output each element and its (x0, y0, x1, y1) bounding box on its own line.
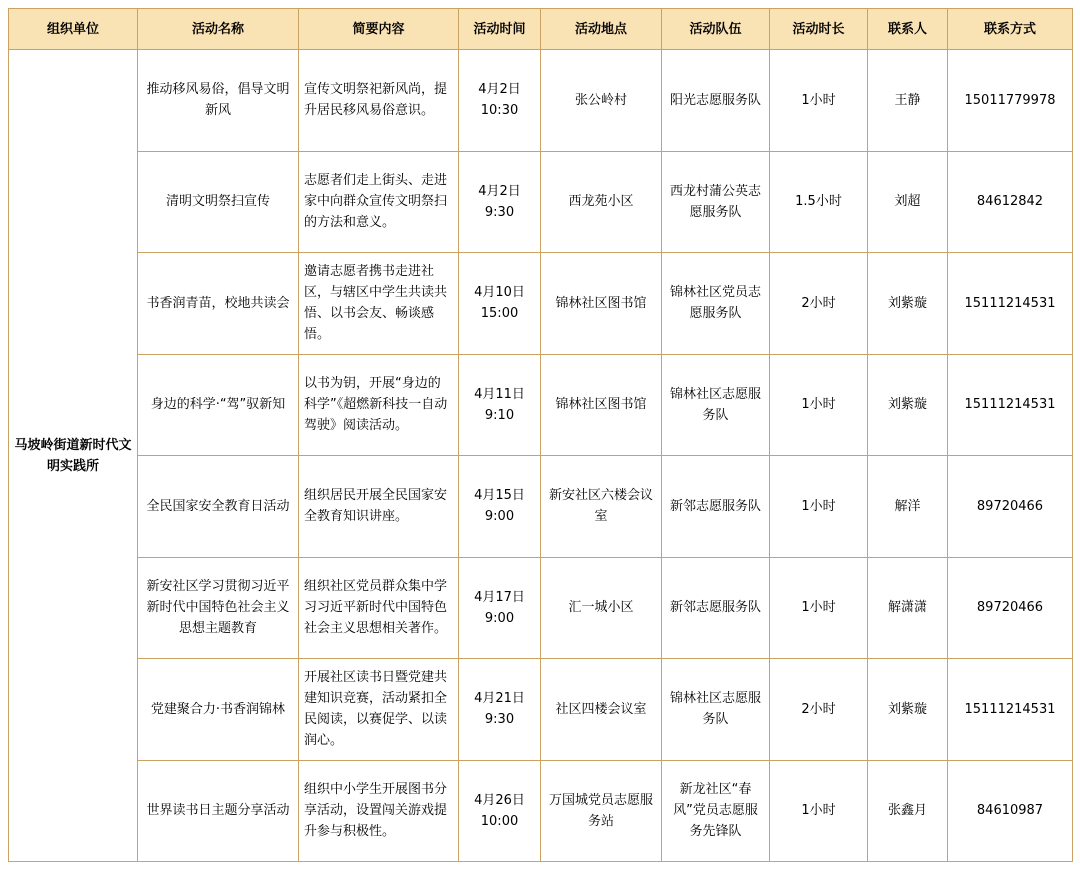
contact-cell: 刘紫璇 (868, 253, 948, 355)
phone-cell: 15011779978 (948, 50, 1073, 152)
table-row (9, 659, 1073, 761)
date-text: 4月10日 (474, 285, 525, 301)
contact-cell: 刘紫璇 (868, 659, 948, 761)
duration-cell: 2小时 (770, 659, 868, 761)
table-row (9, 760, 1073, 862)
activity-name-cell: 推动移风易俗，倡导文明新风 (138, 50, 299, 152)
header-content: 简要内容 (299, 9, 459, 50)
duration-cell: 1小时 (770, 760, 868, 862)
content-cell: 开展社区读书日暨党建共建知识竞赛，活动紧扣全民阅读，以赛促学、以读润心。 (299, 659, 459, 761)
header-duration: 活动时长 (770, 9, 868, 50)
phone-cell: 15111214531 (948, 253, 1073, 355)
place-cell: 锦林社区图书馆 (541, 354, 662, 456)
time-cell (459, 659, 541, 761)
team-cell: 锦林社区志愿服务队 (662, 659, 770, 761)
contact-cell: 解洋 (868, 456, 948, 558)
place-cell: 西龙苑小区 (541, 151, 662, 253)
clock-text: 9:10 (484, 407, 515, 423)
place-cell: 万国城党员志愿服务站 (541, 760, 662, 862)
activity-table-frame (8, 8, 1072, 862)
duration-cell: 2小时 (770, 253, 868, 355)
contact-cell: 刘超 (868, 151, 948, 253)
table-row (9, 253, 1073, 355)
team-cell: 西龙村蒲公英志愿服务队 (662, 151, 770, 253)
place-cell: 汇一城小区 (541, 557, 662, 659)
duration-cell: 1小时 (770, 354, 868, 456)
activity-name-cell: 新安社区学习贯彻习近平新时代中国特色社会主义思想主题教育 (138, 557, 299, 659)
clock-text: 10:00 (480, 813, 519, 829)
clock-text: 9:30 (484, 204, 515, 220)
table-row (9, 557, 1073, 659)
time-cell (459, 557, 541, 659)
contact-cell: 王静 (868, 50, 948, 152)
phone-cell: 84610987 (948, 760, 1073, 862)
content-cell: 志愿者们走上街头、走进家中向群众宣传文明祭扫的方法和意义。 (299, 151, 459, 253)
duration-cell: 1小时 (770, 557, 868, 659)
time-cell (459, 253, 541, 355)
time-cell (459, 151, 541, 253)
phone-cell: 15111214531 (948, 354, 1073, 456)
place-cell: 张公岭村 (541, 50, 662, 152)
activity-name-cell: 全民国家安全教育日活动 (138, 456, 299, 558)
table-row (9, 456, 1073, 558)
team-cell: 新龙社区“春风”党员志愿服务先锋队 (662, 760, 770, 862)
phone-cell: 89720466 (948, 557, 1073, 659)
contact-cell: 解潇潇 (868, 557, 948, 659)
header-contact: 联系人 (868, 9, 948, 50)
date-text: 4月21日 (474, 691, 525, 707)
contact-cell: 刘紫璇 (868, 354, 948, 456)
content-cell: 以书为钥，开展“身边的科学”《超燃新科技一自动驾驶》阅读活动。 (299, 354, 459, 456)
date-text: 4月2日 (478, 183, 521, 199)
duration-cell: 1.5小时 (770, 151, 868, 253)
activity-name-cell: 党建聚合力·书香润锦林 (138, 659, 299, 761)
date-text: 4月2日 (478, 82, 521, 98)
header-team: 活动队伍 (662, 9, 770, 50)
time-cell (459, 456, 541, 558)
time-cell (459, 760, 541, 862)
clock-text: 9:00 (484, 610, 515, 626)
time-cell (459, 50, 541, 152)
header-org-unit: 组织单位 (9, 9, 138, 50)
place-cell: 新安社区六楼会议室 (541, 456, 662, 558)
clock-text: 10:30 (480, 103, 519, 119)
content-cell: 组织居民开展全民国家安全教育知识讲座。 (299, 456, 459, 558)
org-unit-cell: 马坡岭街道新时代文明实践所 (9, 50, 138, 862)
activity-name-cell: 清明文明祭扫宣传 (138, 151, 299, 253)
activity-name-cell: 书香润青苗，校地共读会 (138, 253, 299, 355)
date-text: 4月11日 (474, 386, 525, 402)
date-text: 4月15日 (474, 488, 525, 504)
clock-text: 15:00 (480, 306, 519, 322)
place-cell: 锦林社区图书馆 (541, 253, 662, 355)
team-cell: 锦林社区党员志愿服务队 (662, 253, 770, 355)
content-cell: 组织中小学生开展图书分享活动，设置闯关游戏提升参与积极性。 (299, 760, 459, 862)
header-place: 活动地点 (541, 9, 662, 50)
activity-table (8, 8, 1073, 862)
clock-text: 9:30 (484, 712, 515, 728)
date-text: 4月26日 (474, 792, 525, 808)
header-row (9, 9, 1073, 50)
phone-cell: 15111214531 (948, 659, 1073, 761)
team-cell: 新邻志愿服务队 (662, 456, 770, 558)
date-text: 4月17日 (474, 589, 525, 605)
phone-cell: 84612842 (948, 151, 1073, 253)
place-cell: 社区四楼会议室 (541, 659, 662, 761)
team-cell: 锦林社区志愿服务队 (662, 354, 770, 456)
phone-cell: 89720466 (948, 456, 1073, 558)
content-cell: 邀请志愿者携书走进社区，与辖区中学生共读共悟、以书会友、畅谈感悟。 (299, 253, 459, 355)
activity-name-cell: 世界读书日主题分享活动 (138, 760, 299, 862)
content-cell: 宣传文明祭祀新风尚，提升居民移风易俗意识。 (299, 50, 459, 152)
clock-text: 9:00 (484, 509, 515, 525)
table-row (9, 151, 1073, 253)
team-cell: 阳光志愿服务队 (662, 50, 770, 152)
team-cell: 新邻志愿服务队 (662, 557, 770, 659)
time-cell (459, 354, 541, 456)
contact-cell: 张鑫月 (868, 760, 948, 862)
duration-cell: 1小时 (770, 456, 868, 558)
activity-name-cell: 身边的科学·“驾”驭新知 (138, 354, 299, 456)
header-phone: 联系方式 (948, 9, 1073, 50)
table-row (9, 354, 1073, 456)
duration-cell: 1小时 (770, 50, 868, 152)
header-time: 活动时间 (459, 9, 541, 50)
header-activity-name: 活动名称 (138, 9, 299, 50)
table-row (9, 50, 1073, 152)
content-cell: 组织社区党员群众集中学习习近平新时代中国特色社会主义思想相关著作。 (299, 557, 459, 659)
